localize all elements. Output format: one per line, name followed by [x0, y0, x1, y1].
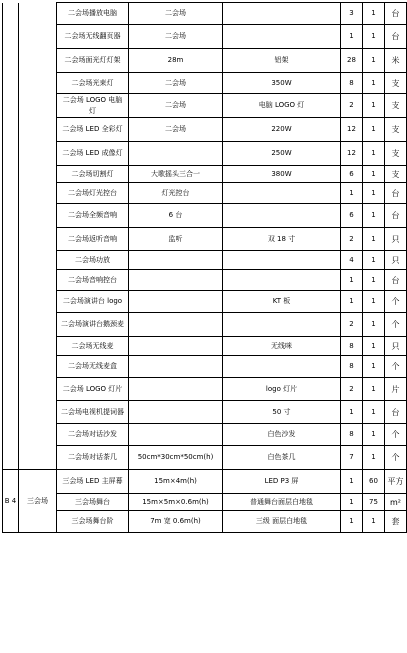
- item-mult-cell: 1: [363, 424, 385, 446]
- equipment-table: [2, 2, 407, 533]
- table-row: [3, 337, 407, 356]
- item-mult-cell: 1: [363, 446, 385, 470]
- item-unit-cell: 米: [385, 49, 407, 73]
- item-param-cell: 双 18 寸: [223, 228, 341, 251]
- item-param-cell: [223, 204, 341, 228]
- item-param-cell: [223, 183, 341, 204]
- item-name-cell: 三会场 LED 主屏幕: [57, 470, 129, 494]
- item-mult-cell: 1: [363, 337, 385, 356]
- item-qty-cell: 1: [341, 291, 363, 313]
- table-row: [3, 494, 407, 511]
- group-code-cell: [3, 25, 19, 49]
- item-mult-cell: 1: [363, 228, 385, 251]
- item-unit-cell: 个: [385, 313, 407, 337]
- item-mult-cell: 1: [363, 94, 385, 118]
- item-name-cell: 二会场 LED 成像灯: [57, 142, 129, 166]
- item-qty-cell: 4: [341, 251, 363, 270]
- item-spec-cell: 15m×5m×0.6m(h): [129, 494, 223, 511]
- item-qty-cell: 8: [341, 337, 363, 356]
- item-mult-cell: 1: [363, 270, 385, 291]
- item-name-cell: 二会场 LOGO 电脑灯: [57, 94, 129, 118]
- group-label-cell: [19, 356, 57, 378]
- table-row: [3, 183, 407, 204]
- table-row: [3, 228, 407, 251]
- item-param-cell: 无线咪: [223, 337, 341, 356]
- item-spec-cell: [129, 251, 223, 270]
- item-qty-cell: 2: [341, 228, 363, 251]
- item-qty-cell: 12: [341, 142, 363, 166]
- group-code-cell: [3, 3, 19, 25]
- group-code-cell: [3, 337, 19, 356]
- table-row: [3, 25, 407, 49]
- item-param-cell: [223, 313, 341, 337]
- group-code-cell: [3, 183, 19, 204]
- item-qty-cell: 1: [341, 401, 363, 424]
- item-name-cell: 二会场演讲台鹅颈麦: [57, 313, 129, 337]
- item-unit-cell: m²: [385, 494, 407, 511]
- group-code-cell: [3, 118, 19, 142]
- table-row: [3, 118, 407, 142]
- item-spec-cell: [129, 356, 223, 378]
- table-row: [3, 3, 407, 25]
- item-spec-cell: [129, 142, 223, 166]
- item-param-cell: 普通舞台面层白地毯: [223, 494, 341, 511]
- item-name-cell: 二会场面光灯灯架: [57, 49, 129, 73]
- item-mult-cell: 1: [363, 3, 385, 25]
- item-param-cell: LED P3 屏: [223, 470, 341, 494]
- item-name-cell: 二会场演讲台 logo: [57, 291, 129, 313]
- group-code-cell: [3, 73, 19, 94]
- item-param-cell: [223, 3, 341, 25]
- item-mult-cell: 1: [363, 73, 385, 94]
- item-qty-cell: 28: [341, 49, 363, 73]
- table-row: [3, 401, 407, 424]
- group-code-cell: [3, 356, 19, 378]
- item-qty-cell: 8: [341, 424, 363, 446]
- item-unit-cell: 支: [385, 166, 407, 183]
- group-label-cell: [19, 270, 57, 291]
- item-qty-cell: 8: [341, 73, 363, 94]
- item-unit-cell: 台: [385, 204, 407, 228]
- item-param-cell: [223, 25, 341, 49]
- item-qty-cell: 1: [341, 511, 363, 533]
- group-label-cell: [19, 25, 57, 49]
- item-unit-cell: 个: [385, 356, 407, 378]
- item-spec-cell: 7m 宽 0.6m(h): [129, 511, 223, 533]
- item-unit-cell: 只: [385, 337, 407, 356]
- item-qty-cell: 1: [341, 25, 363, 49]
- group-code-cell: [3, 49, 19, 73]
- item-spec-cell: 28m: [129, 49, 223, 73]
- item-unit-cell: 支: [385, 73, 407, 94]
- item-name-cell: 二会场无线翻页器: [57, 25, 129, 49]
- item-spec-cell: 50cm*30cm*50cm(h): [129, 446, 223, 470]
- item-mult-cell: 1: [363, 251, 385, 270]
- item-qty-cell: 7: [341, 446, 363, 470]
- item-mult-cell: 1: [363, 204, 385, 228]
- item-unit-cell: 个: [385, 291, 407, 313]
- item-unit-cell: 台: [385, 3, 407, 25]
- item-qty-cell: 6: [341, 204, 363, 228]
- item-unit-cell: 台: [385, 183, 407, 204]
- item-spec-cell: [129, 313, 223, 337]
- item-param-cell: [223, 270, 341, 291]
- table-row: [3, 378, 407, 401]
- item-name-cell: 三会场舞台阶: [57, 511, 129, 533]
- table-row: [3, 142, 407, 166]
- item-spec-cell: [129, 401, 223, 424]
- group-code-cell: [3, 142, 19, 166]
- group-label-cell: [19, 337, 57, 356]
- item-spec-cell: 二会场: [129, 118, 223, 142]
- item-name-cell: 二会场 LED 全彩灯: [57, 118, 129, 142]
- item-unit-cell: 台: [385, 270, 407, 291]
- item-name-cell: 二会场对话茶几: [57, 446, 129, 470]
- item-param-cell: 白色茶几: [223, 446, 341, 470]
- item-mult-cell: 1: [363, 49, 385, 73]
- item-param-cell: 50 寸: [223, 401, 341, 424]
- item-name-cell: 二会场功放: [57, 251, 129, 270]
- table-row: [3, 166, 407, 183]
- item-name-cell: 二会场 LOGO 灯片: [57, 378, 129, 401]
- item-name-cell: 二会场光束灯: [57, 73, 129, 94]
- item-param-cell: 电脑 LOGO 灯: [223, 94, 341, 118]
- item-param-cell: 220W: [223, 118, 341, 142]
- item-spec-cell: 二会场: [129, 3, 223, 25]
- item-spec-cell: 大歌摇头三合一: [129, 166, 223, 183]
- item-unit-cell: 支: [385, 94, 407, 118]
- table-row: [3, 73, 407, 94]
- item-unit-cell: 平方: [385, 470, 407, 494]
- group-label-cell: [19, 183, 57, 204]
- group-label-cell: [19, 166, 57, 183]
- item-param-cell: 380W: [223, 166, 341, 183]
- item-qty-cell: 2: [341, 94, 363, 118]
- item-qty-cell: 2: [341, 313, 363, 337]
- group-label-cell: [19, 118, 57, 142]
- table-row: [3, 511, 407, 533]
- item-param-cell: 三级 面层白地毯: [223, 511, 341, 533]
- item-mult-cell: 75: [363, 494, 385, 511]
- item-spec-cell: 二会场: [129, 94, 223, 118]
- group-code-cell: [3, 228, 19, 251]
- item-qty-cell: 1: [341, 183, 363, 204]
- item-name-cell: 三会场舞台: [57, 494, 129, 511]
- group-label-cell: [19, 378, 57, 401]
- item-param-cell: 白色沙发: [223, 424, 341, 446]
- item-name-cell: 二会场电视机提词器: [57, 401, 129, 424]
- item-mult-cell: 1: [363, 313, 385, 337]
- item-param-cell: KT 板: [223, 291, 341, 313]
- table-row: [3, 470, 407, 494]
- item-name-cell: 二会场无线麦: [57, 337, 129, 356]
- group-label-cell: [19, 94, 57, 118]
- item-mult-cell: 1: [363, 356, 385, 378]
- table-row: [3, 270, 407, 291]
- item-unit-cell: 支: [385, 142, 407, 166]
- item-name-cell: 二会场无线麦盒: [57, 356, 129, 378]
- item-unit-cell: 个: [385, 424, 407, 446]
- item-spec-cell: 二会场: [129, 73, 223, 94]
- item-spec-cell: [129, 337, 223, 356]
- table-row: [3, 251, 407, 270]
- item-mult-cell: 1: [363, 142, 385, 166]
- item-name-cell: 二会场播放电脑: [57, 3, 129, 25]
- group-code-cell: [3, 446, 19, 470]
- item-mult-cell: 1: [363, 511, 385, 533]
- group-label-cell: [19, 204, 57, 228]
- item-mult-cell: 1: [363, 401, 385, 424]
- item-mult-cell: 1: [363, 291, 385, 313]
- item-qty-cell: 1: [341, 470, 363, 494]
- group-code-cell: [3, 313, 19, 337]
- group-label-cell: [19, 446, 57, 470]
- item-param-cell: logo 灯片: [223, 378, 341, 401]
- item-qty-cell: 6: [341, 166, 363, 183]
- item-name-cell: 二会场对话沙发: [57, 424, 129, 446]
- item-spec-cell: 监听: [129, 228, 223, 251]
- item-param-cell: [223, 251, 341, 270]
- item-spec-cell: [129, 424, 223, 446]
- table-row: [3, 49, 407, 73]
- group-label-cell: [19, 228, 57, 251]
- item-param-cell: [223, 356, 341, 378]
- item-spec-cell: [129, 378, 223, 401]
- group-code-cell: [3, 424, 19, 446]
- group-label-cell: [19, 73, 57, 94]
- table-row: [3, 204, 407, 228]
- item-qty-cell: 3: [341, 3, 363, 25]
- group-label-cell: 三会场: [19, 470, 57, 533]
- item-param-cell: 250W: [223, 142, 341, 166]
- group-code-cell: [3, 270, 19, 291]
- item-name-cell: 二会场音响控台: [57, 270, 129, 291]
- item-unit-cell: 套: [385, 511, 407, 533]
- item-spec-cell: 15m×4m(h): [129, 470, 223, 494]
- item-spec-cell: 灯光控台: [129, 183, 223, 204]
- group-label-cell: [19, 424, 57, 446]
- item-unit-cell: 个: [385, 446, 407, 470]
- item-mult-cell: 1: [363, 118, 385, 142]
- group-label-cell: [19, 401, 57, 424]
- table-row: [3, 424, 407, 446]
- item-name-cell: 二会场返听音响: [57, 228, 129, 251]
- item-qty-cell: 1: [341, 494, 363, 511]
- item-name-cell: 二会场切割灯: [57, 166, 129, 183]
- group-label-cell: [19, 313, 57, 337]
- item-mult-cell: 1: [363, 25, 385, 49]
- item-qty-cell: 2: [341, 378, 363, 401]
- item-param-cell: 350W: [223, 73, 341, 94]
- group-code-cell: [3, 166, 19, 183]
- item-mult-cell: 1: [363, 183, 385, 204]
- item-qty-cell: 12: [341, 118, 363, 142]
- item-unit-cell: 片: [385, 378, 407, 401]
- item-name-cell: 二会场灯光控台: [57, 183, 129, 204]
- item-qty-cell: 8: [341, 356, 363, 378]
- item-mult-cell: 60: [363, 470, 385, 494]
- group-code-cell: [3, 378, 19, 401]
- table-row: [3, 313, 407, 337]
- table-row: [3, 94, 407, 118]
- item-name-cell: 二会场全频音响: [57, 204, 129, 228]
- group-code-cell: [3, 204, 19, 228]
- group-code-cell: [3, 94, 19, 118]
- group-label-cell: [19, 49, 57, 73]
- item-unit-cell: 只: [385, 251, 407, 270]
- item-param-cell: 铝架: [223, 49, 341, 73]
- group-code-cell: [3, 401, 19, 424]
- item-spec-cell: 二会场: [129, 25, 223, 49]
- group-code-cell: B 4: [3, 470, 19, 533]
- item-mult-cell: 1: [363, 378, 385, 401]
- item-unit-cell: 支: [385, 118, 407, 142]
- item-spec-cell: 6 台: [129, 204, 223, 228]
- item-qty-cell: 1: [341, 270, 363, 291]
- table-row: [3, 446, 407, 470]
- item-spec-cell: [129, 291, 223, 313]
- item-unit-cell: 台: [385, 401, 407, 424]
- group-label-cell: [19, 251, 57, 270]
- group-code-cell: [3, 251, 19, 270]
- item-unit-cell: 只: [385, 228, 407, 251]
- item-mult-cell: 1: [363, 166, 385, 183]
- group-label-cell: [19, 291, 57, 313]
- table-row: [3, 291, 407, 313]
- item-unit-cell: 台: [385, 25, 407, 49]
- group-label-cell: [19, 142, 57, 166]
- group-label-cell: [19, 3, 57, 25]
- group-code-cell: [3, 291, 19, 313]
- item-spec-cell: [129, 270, 223, 291]
- table-row: [3, 356, 407, 378]
